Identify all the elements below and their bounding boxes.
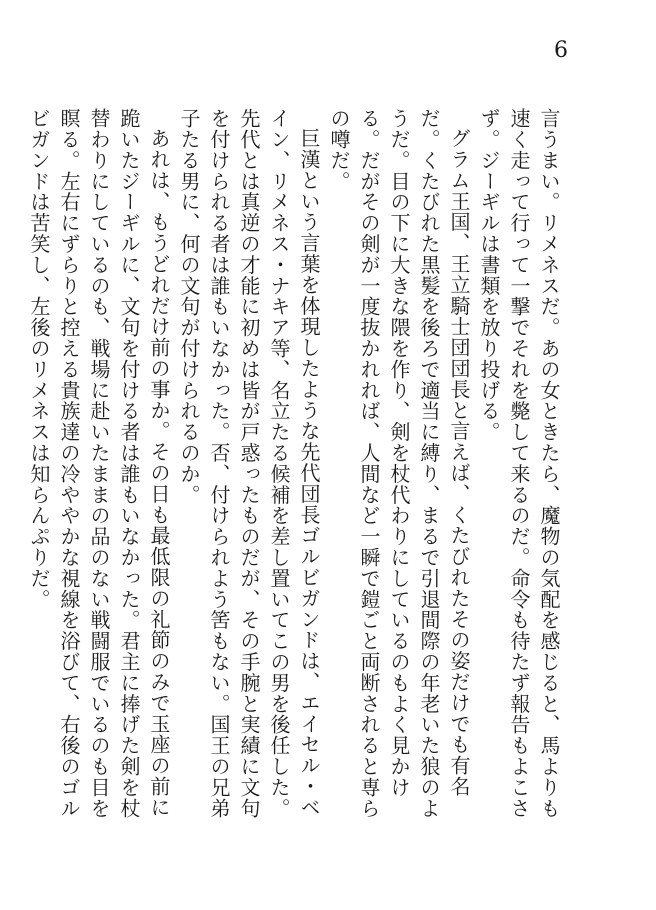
paragraph: 言うまい。リメネスだ。あの女ときたら、魔物の気配を感じると、馬よりも速く走って行って一撃でそれを斃して来るのだ。命令も待たず報告もよこさず。ジーギルは書類を放り投げる。 xyxy=(477,108,561,819)
paragraph: あれは、もうどれだけ前の事か。その日も最低限の礼節のみで玉座の前に跪いたジーギルに、文句を付ける者は誰もいなかった。君主に捧げた剣を杖替わりにしているのも、戦場に赴いたままの品のない戦闘服でいるのも目を瞑る。左右にずらりと控える貴族達の冷ややかな視線を浴びて、右後のゴルビガンドは苦笑し、左後のリメネスは知らんぷりだ。 xyxy=(27,108,171,819)
paragraph: 巨漢という言葉を体現したような先代団長ゴルビガンドは、エイセル・ベイン、リメネス・ナキア等、名立たる候補を差し置いてこの男を後任した。先代とは真逆の才能に初めは皆が戸惑ったものだが、その手腕と実績に文句を付けられる者は誰もいなかった。否、付けられよう筈もない。国王の兄弟子たる男に、何の文句が付けられるのか。 xyxy=(177,108,321,819)
paragraph: グラム王国、王立騎士団団長と言えば、くたびれたその姿だけでも有名だ。くたびれた黒髪を後ろで適当に縛り、まるで引退間際の年老いた狼のようだ。目の下に大きな隈を作り、剣を杖代わりにしているのもよく見かける。だがその剣が一度抜かれれば、人間など一瞬で鎧ごと両断されると専らの噂だ。 xyxy=(327,108,471,819)
body-text xyxy=(27,108,564,828)
page-number: 6 xyxy=(554,38,568,63)
